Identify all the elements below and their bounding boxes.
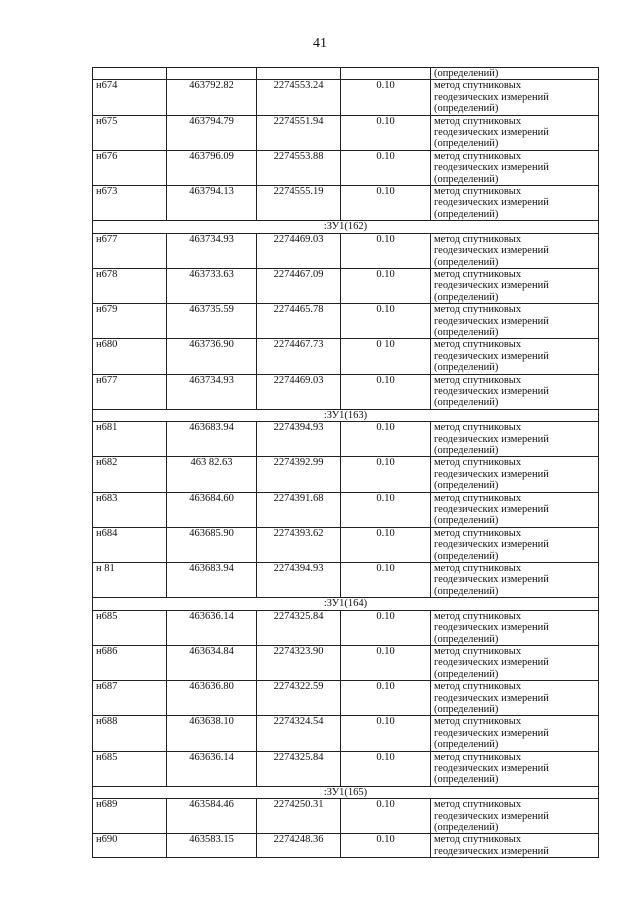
table-row [93,115,599,150]
method-cell: метод спутниковых геодезических измерений (определений) [431,374,599,409]
point-cell: н677 [93,233,167,268]
point-cell: н682 [93,457,167,492]
error-cell: 0 10 [341,339,431,374]
coordinates-table [92,67,599,858]
x-cell: 463683.94 [167,563,257,598]
x-cell: 463794.79 [167,115,257,150]
table-row [93,563,599,598]
method-cell: метод спутниковых геодезических измерений (определений) [431,492,599,527]
error-cell: 0.10 [341,80,431,115]
y-cell: 2274322.59 [257,681,341,716]
y-cell: 2274250.31 [257,799,341,834]
point-cell: н 81 [93,563,167,598]
x-cell: 463734.93 [167,374,257,409]
y-cell: 2274467.73 [257,339,341,374]
error-cell: 0.10 [341,186,431,221]
x-cell: 463683.94 [167,422,257,457]
table-row [93,374,599,409]
y-cell: 2274551.94 [257,115,341,150]
point-cell: н690 [93,834,167,858]
error-cell: 0.10 [341,115,431,150]
error-cell: 0.10 [341,563,431,598]
table-row [93,304,599,339]
point-cell: н688 [93,716,167,751]
error-cell: 0.10 [341,374,431,409]
error-cell: 0.10 [341,492,431,527]
y-cell: 2274553.24 [257,80,341,115]
method-cell: метод спутниковых геодезических измерений (определений) [431,115,599,150]
y-cell: 2274469.03 [257,374,341,409]
section-header-row [93,409,599,421]
error-cell: 0.10 [341,422,431,457]
x-cell: 463792.82 [167,80,257,115]
y-cell: 2274323.90 [257,645,341,680]
table-row [93,681,599,716]
y-cell: 2274392.99 [257,457,341,492]
method-cell: метод спутниковых геодезических измерений (определений) [431,422,599,457]
table-row [93,186,599,221]
point-cell: н683 [93,492,167,527]
method-cell: метод спутниковых геодезических измерений (определений) [431,304,599,339]
x-cell: 463583.15 [167,834,257,858]
section-header: :ЗУ1(165) [93,786,599,798]
y-cell: 2274394.93 [257,563,341,598]
error-cell: 0.10 [341,834,431,858]
x-cell: 463636.14 [167,610,257,645]
error-cell: 0.10 [341,527,431,562]
method-cell: метод спутниковых геодезических измерений (определений) [431,150,599,185]
method-cell: метод спутниковых геодезических измерений (определений) [431,563,599,598]
point-cell: н681 [93,422,167,457]
y-cell: 2274467.09 [257,268,341,303]
point-cell: н677 [93,374,167,409]
error-cell: 0.10 [341,150,431,185]
point-cell: н689 [93,799,167,834]
table-row [93,527,599,562]
error-cell: 0.10 [341,457,431,492]
method-cell: (определений) [431,68,599,80]
method-cell: метод спутниковых геодезических измерений (определений) [431,186,599,221]
x-cell: 463796.09 [167,150,257,185]
point-cell: н679 [93,304,167,339]
x-cell: 463735.59 [167,304,257,339]
method-cell: метод спутниковых геодезических измерений (определений) [431,527,599,562]
method-cell: метод спутниковых геодезических измерений (определений) [431,457,599,492]
x-cell: 463736.90 [167,339,257,374]
y-cell: 2274393.62 [257,527,341,562]
y-cell: 2274391.68 [257,492,341,527]
method-cell: метод спутниковых геодезических измерений (определений) [431,268,599,303]
section-header: :ЗУ1(164) [93,598,599,610]
point-cell: н686 [93,645,167,680]
error-cell: 0.10 [341,233,431,268]
method-cell: метод спутниковых геодезических измерений (определений) [431,339,599,374]
error-cell: 0.10 [341,799,431,834]
y-cell: 2274553.88 [257,150,341,185]
point-cell: н674 [93,80,167,115]
section-header: :ЗУ1(162) [93,221,599,233]
method-cell: метод спутниковых геодезических измерений (определений) [431,681,599,716]
table-row [93,457,599,492]
y-cell [257,68,341,80]
y-cell: 2274325.84 [257,751,341,786]
table-row [93,268,599,303]
point-cell: н684 [93,527,167,562]
x-cell: 463 82.63 [167,457,257,492]
point-cell: н685 [93,610,167,645]
x-cell: 463684.60 [167,492,257,527]
section-header-row [93,598,599,610]
y-cell: 2274248.36 [257,834,341,858]
table-row [93,610,599,645]
method-cell: метод спутниковых геодезических измерений (определений) [431,233,599,268]
x-cell: 463734.93 [167,233,257,268]
section-header: :ЗУ1(163) [93,409,599,421]
y-cell: 2274325.84 [257,610,341,645]
point-cell: н685 [93,751,167,786]
x-cell: 463733.63 [167,268,257,303]
method-cell: метод спутниковых геодезических измерений [431,834,599,858]
x-cell: 463638.10 [167,716,257,751]
point-cell: н678 [93,268,167,303]
error-cell: 0.10 [341,681,431,716]
x-cell: 463794.13 [167,186,257,221]
x-cell [167,68,257,80]
point-cell: н673 [93,186,167,221]
coordinates-table-body [93,68,599,858]
method-cell: метод спутниковых геодезических измерений (определений) [431,610,599,645]
y-cell: 2274469.03 [257,233,341,268]
method-cell: метод спутниковых геодезических измерений (определений) [431,799,599,834]
x-cell: 463584.46 [167,799,257,834]
table-row [93,834,599,858]
point-cell [93,68,167,80]
method-cell: метод спутниковых геодезических измерений (определений) [431,645,599,680]
table-row [93,339,599,374]
x-cell: 463685.90 [167,527,257,562]
x-cell: 463634.84 [167,645,257,680]
error-cell: 0.10 [341,268,431,303]
error-cell: 0.10 [341,610,431,645]
table-row [93,799,599,834]
error-cell: 0.10 [341,645,431,680]
point-cell: н680 [93,339,167,374]
x-cell: 463636.80 [167,681,257,716]
method-cell: метод спутниковых геодезических измерений (определений) [431,751,599,786]
table-row [93,645,599,680]
error-cell [341,68,431,80]
error-cell: 0.10 [341,751,431,786]
point-cell: н687 [93,681,167,716]
error-cell: 0.10 [341,304,431,339]
section-header-row [93,221,599,233]
table-row [93,751,599,786]
table-row [93,68,599,80]
method-cell: метод спутниковых геодезических измерений (определений) [431,80,599,115]
y-cell: 2274324.54 [257,716,341,751]
table-row [93,716,599,751]
y-cell: 2274465.78 [257,304,341,339]
y-cell: 2274555.19 [257,186,341,221]
point-cell: н676 [93,150,167,185]
section-header-row [93,786,599,798]
table-row [93,492,599,527]
table-row [93,150,599,185]
table-row [93,80,599,115]
error-cell: 0.10 [341,716,431,751]
point-cell: н675 [93,115,167,150]
page-number: 41 [313,36,327,51]
x-cell: 463636.14 [167,751,257,786]
method-cell: метод спутниковых геодезических измерений (определений) [431,716,599,751]
y-cell: 2274394.93 [257,422,341,457]
table-row [93,233,599,268]
table-row [93,422,599,457]
